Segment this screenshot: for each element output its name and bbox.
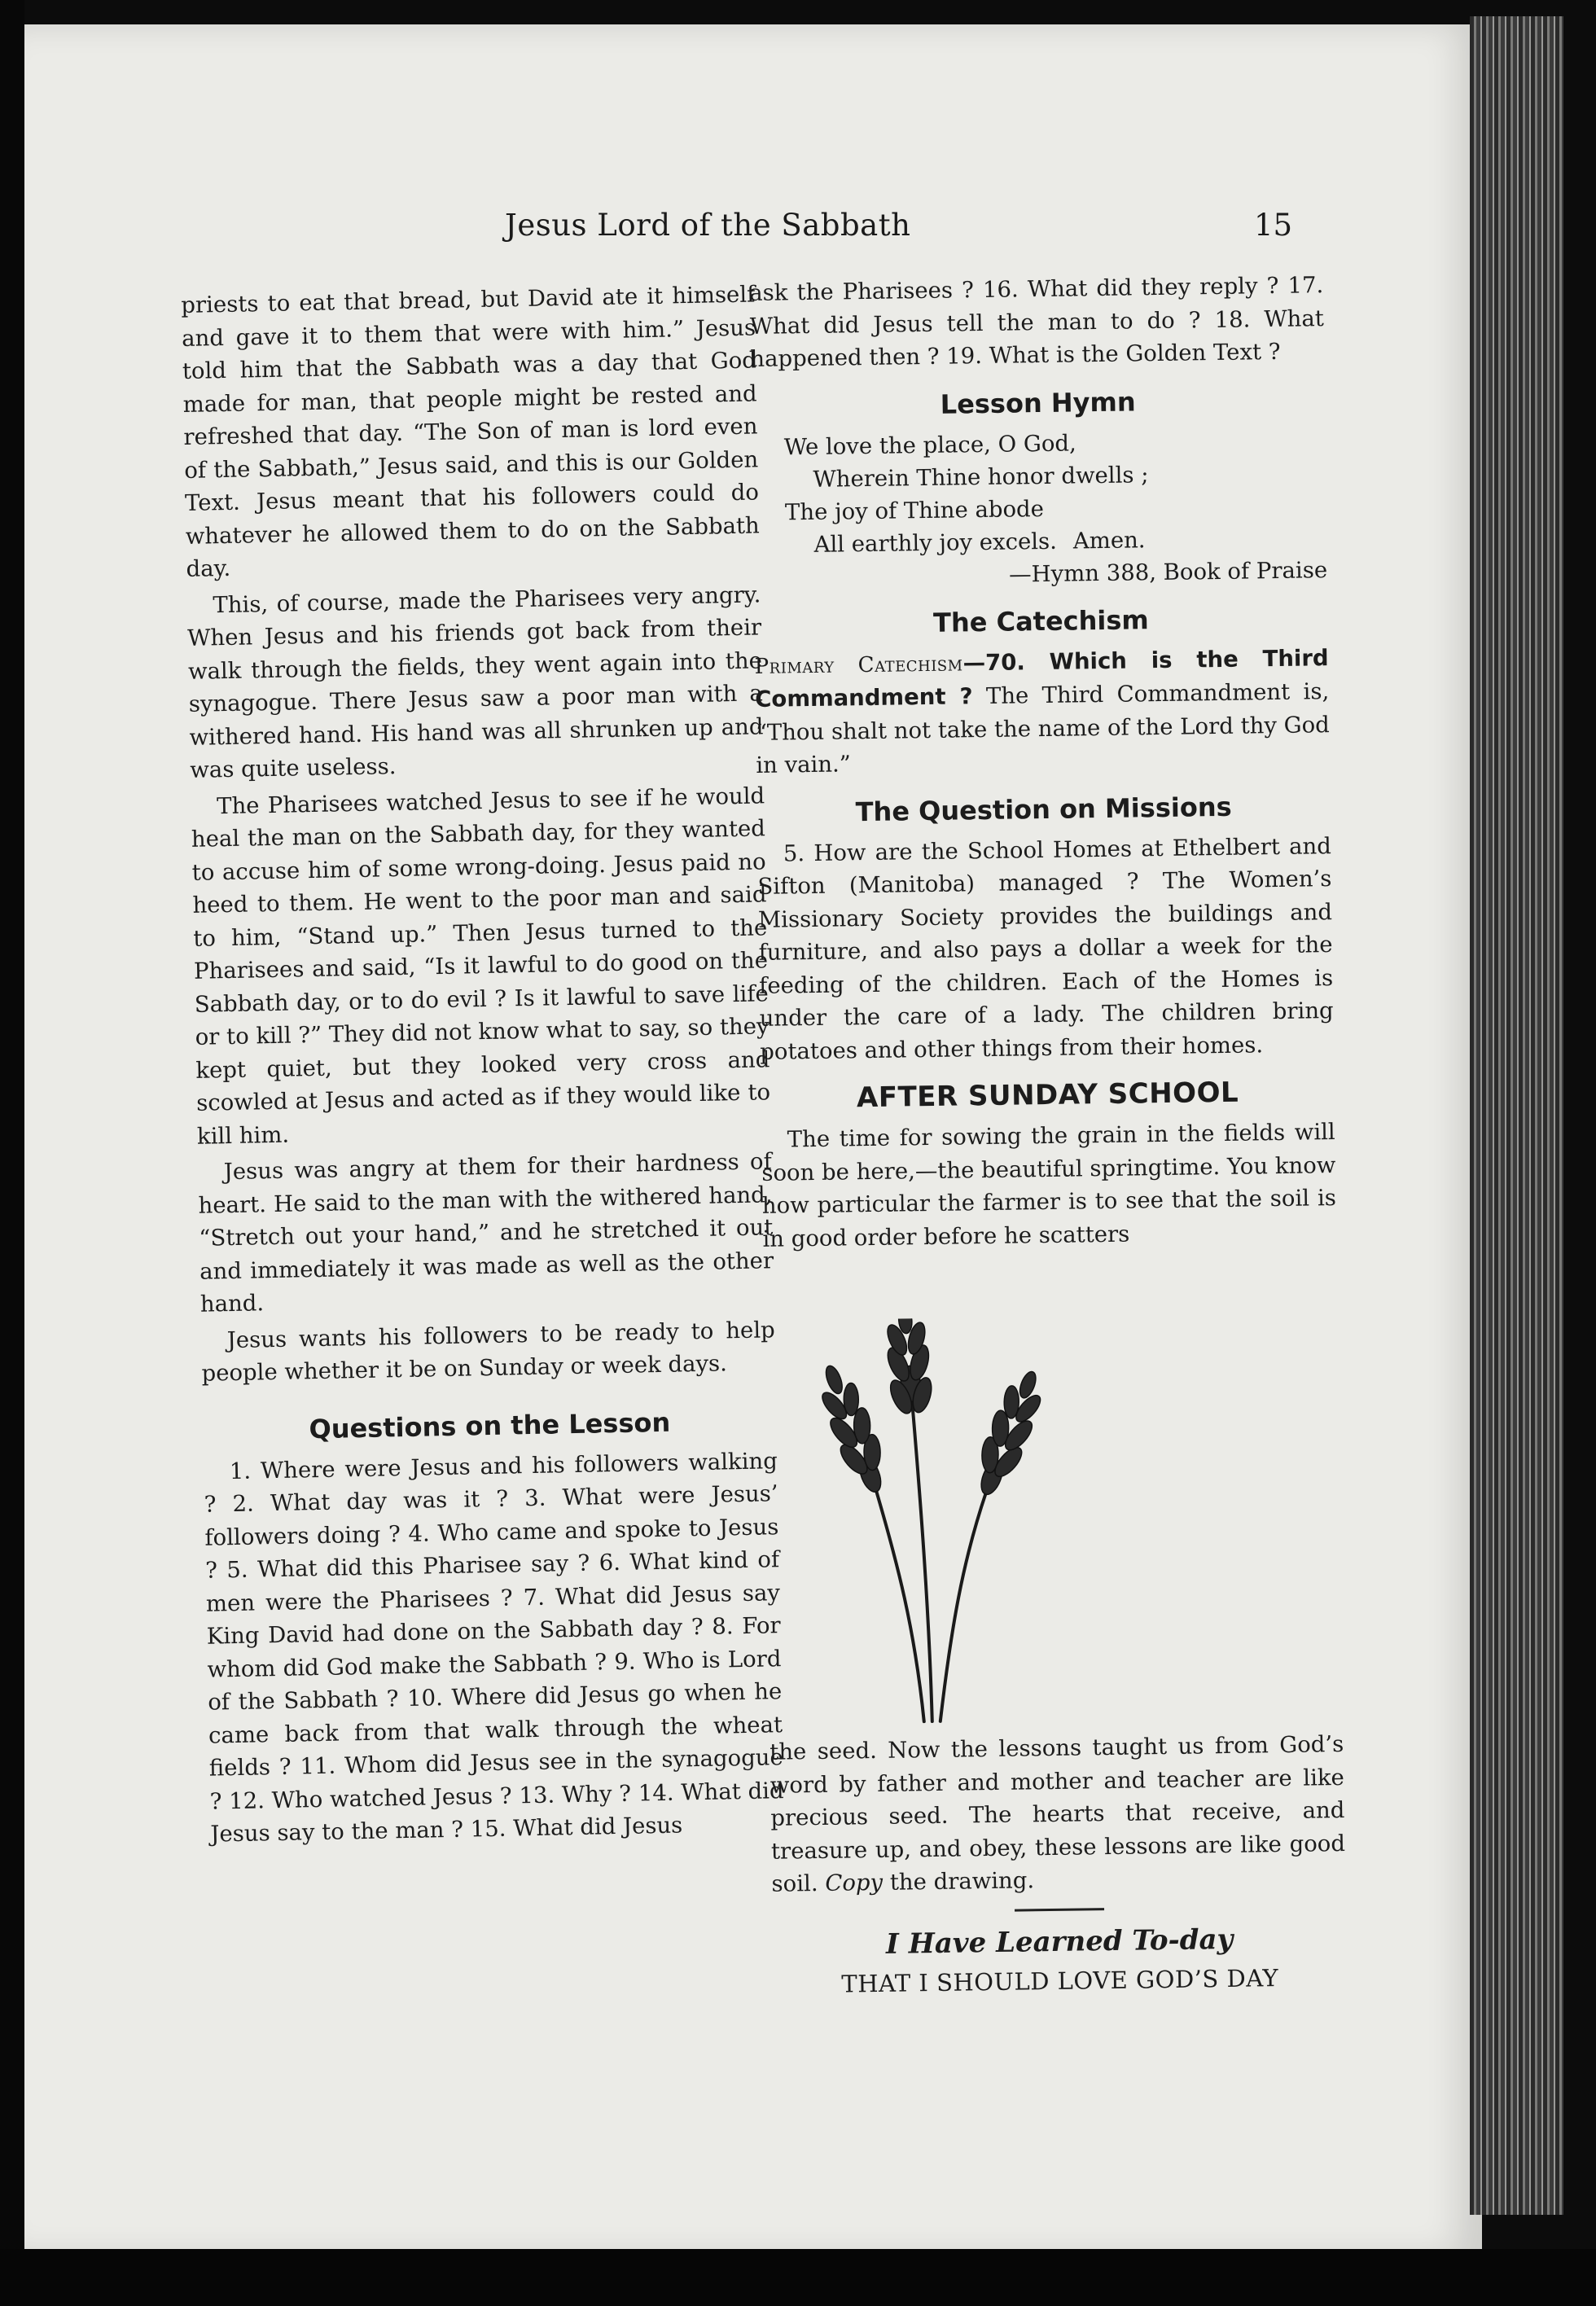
learned-title: I Have Learned To-day	[885, 1922, 1234, 1961]
questions-text: 1. Where were Jesus and his followers walking ? 2. What day was it ? 3. What were Jesus’ followers doing ? 4. Who came and spoke to Jesus ? 5. What did this Pharisee say ? 6. What kind of men were the Pharisees ? 7. What did Jesus say King David had done on the Sabbath day ? 8. For whom did God make the Sabbath ? 9. Who is Lord of the Sabbath ? 10. Where did Jesus go when he came back from that walk through the wheat fields ? 11. Whom did Jesus see in the synagogue ? 12. Who watched Jesus ? 13. Why ? 14. What did Jesus say to the man ? 15. What did Jesus	[204, 1447, 784, 1848]
after-sunday-school-text: The time for sowing the grain in the fields will soon be here,—the beautiful springtime. You know how particular the farmer is to see that the soil is in good order before he scatters	[761, 1119, 1337, 1252]
learned-text: THAT I SHOULD LOVE GOD’S DAY	[841, 1964, 1279, 1998]
catechism-text	[754, 642, 1330, 783]
hymn-source: —Hymn 388, Book of Praise	[1008, 556, 1328, 588]
book-page-edges	[1470, 16, 1563, 2215]
copy-word: Copy	[825, 1869, 884, 1896]
page-title: Jesus Lord of the Sabbath	[505, 208, 911, 243]
catechism-question: —70. Which is the Third Commandment ?	[755, 644, 1329, 712]
hymn-heading: Lesson Hymn	[940, 385, 1136, 420]
paragraph: The Pharisees watched Jesus to see if he would heal the man on the Sabbath day, for they wanted to accuse him of some wrong-doing. Jesus paid no heed to them. He went to the poor man and said to him, “Stand up.” Then Jesus turned to the Pharisees and said, “Is it lawful to do good on the Sabbath day, or to do evil ? Is it lawful to save life or to kill ?” They did not know what to say, so they kept quiet, but they looked very cross and scowled at Jesus and acted as if they would like to kill him.	[191, 782, 771, 1150]
scan-left-border	[0, 0, 24, 2306]
hymn-line: All earthly joy excels.	[813, 528, 1058, 558]
missions-heading: The Question on Missions	[855, 791, 1232, 827]
left-column	[181, 278, 785, 1854]
hymn-amen: Amen.	[1072, 526, 1146, 554]
paragraph: This, of course, made the Pharisees very angry. When Jesus and his friends got back from their walk through the fields, they went again into the synagogue. There Jesus saw a poor man with a withered hand. His hand was all shrunken up and was quite useless.	[186, 581, 764, 783]
questions-continued: ask the Pharisees ? 16. What did they reply ? 17. What did Jesus tell the man to do ? 18. What happened then ? 19. What is the Golden Text ?	[749, 272, 1324, 372]
catechism-label: Primary Catechism	[754, 651, 963, 679]
hymn-line: The joy of Thine abode	[784, 495, 1045, 525]
paragraph: Jesus wants his followers to be ready to help people whether it be on Sunday or week days.	[201, 1316, 775, 1387]
after-sunday-school-text-after: the seed. Now the lessons taught us from God’s word by father and mother and teacher are like precious seed. The hearts that receive, and treasure up, and obey, these lessons are like good soil.	[770, 1730, 1346, 1897]
paragraph: Jesus was angry at them for their hardness of heart. He said to the man with the withered hand, “Stretch out your hand,” and he stretched it out and immediately it was made as well as the other hand.	[198, 1148, 774, 1317]
divider	[1015, 1908, 1104, 1912]
page-number: 15	[1254, 208, 1293, 243]
questions-heading: Questions on the Lesson	[309, 1406, 671, 1445]
hymn-verse	[752, 423, 1328, 594]
paragraph: priests to eat that bread, but David ate it himself and gave it to them that were with him.” Jesus told him that the Sabbath was a day that God made for man, that people might be rested and refreshed that day. “The Son of man is lord even of the Sabbath,” Jesus said, and this is our Golden Text. Jesus meant that his followers could do whatever he allowed them to do on the Sabbath day.	[181, 281, 761, 582]
hymn-line: We love the place, O God,	[783, 429, 1076, 460]
after-sunday-school-continued	[770, 1728, 1346, 1900]
missions-text: 5. How are the School Homes at Ethelbert and Sifton (Manitoba) managed ? The Women’s Missionary Society provides the buildings and furniture, and also pays a dollar a week for the feeding of the children. Each of the Homes is under the care of a lady. The children bring potatoes and other things from their homes.	[757, 832, 1334, 1065]
wheat-drawing-icon	[796, 1317, 1063, 1727]
scan-bottom-border	[0, 2249, 1596, 2306]
after-sunday-school-heading: AFTER SUNDAY SCHOOL	[856, 1076, 1239, 1115]
catechism-answer: The Third Commandment is, “Thou shalt not take the name of the Lord thy God in vain.”	[755, 678, 1330, 778]
right-column	[749, 269, 1348, 2001]
hymn-line: Wherein Thine honor dwells ;	[813, 461, 1149, 493]
copy-rest: the drawing.	[889, 1867, 1035, 1896]
catechism-heading: The Catechism	[932, 603, 1149, 638]
